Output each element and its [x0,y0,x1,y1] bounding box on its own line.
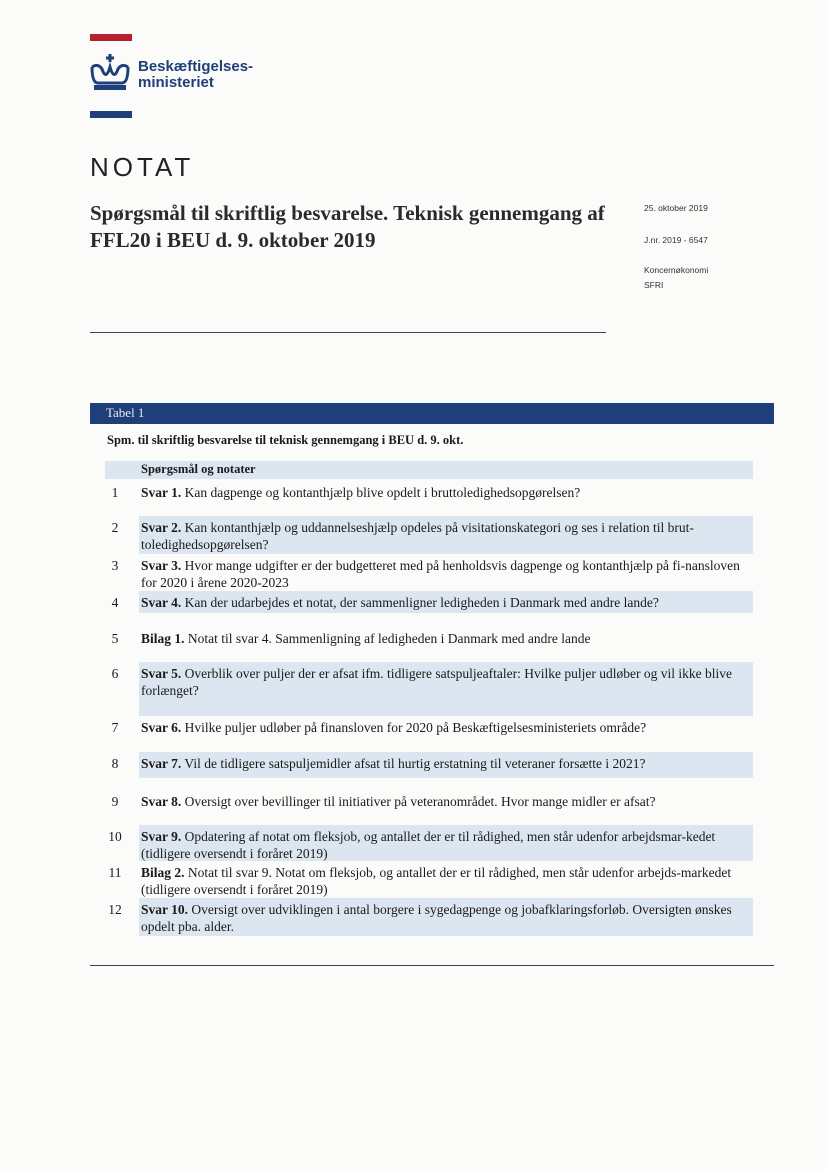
row-key: Svar 2. [141,520,182,535]
row-text [139,481,753,503]
ministry-logo-text [138,59,253,91]
table-row [105,861,753,898]
table-row [105,790,753,812]
row-text [139,752,753,778]
row-description: Oversigt over bevillinger til initiativer på veteranområdet. Hvor mange midler er afsat? [184,794,656,809]
row-key: Svar 5. [141,666,182,681]
table-row [105,898,753,936]
row-number: 8 [111,756,119,771]
row-text [139,716,753,738]
department: Koncernøkonomi [644,265,709,275]
table-row [105,591,753,613]
row-key: Svar 1. [141,485,182,500]
row-key: Bilag 2. [141,865,185,880]
row-description: Kan dagpenge og kontanthjælp blive opdelt i bruttoledighedsopgørelsen? [184,485,581,500]
journal-number: J.nr. 2019 - 6547 [644,235,708,245]
table-row [105,516,753,554]
row-description: Kan kontanthjælp og uddannelseshjælp opdeles på visitationskategori og ses i relation til brut-toledighedsopgørelsen? [141,520,694,552]
row-key: Svar 6. [141,720,182,735]
row-description: Hvilke puljer udløber på finansloven for 2020 på Beskæftigelsesministeriets område? [184,720,647,735]
row-text [139,825,753,861]
table-column-header [105,461,753,479]
table-row [105,716,753,738]
row-description: Vil de tidligere satspuljemidler afsat til hurtig erstatning til veteraner forsætte i 2021? [184,756,646,771]
row-key: Svar 10. [141,902,189,917]
row-text [139,790,753,812]
row-number: 11 [108,865,122,880]
row-text [139,627,753,649]
row-description: Overblik over puljer der er afsat ifm. tidligere satspuljeaftaler: Hvilke puljer udløber og vil ikke blive forlænget? [141,666,732,698]
logo-blue-bar [90,111,132,118]
row-description: Oversigt over udviklingen i antal borgere i sygedagpenge og jobafklaringsforløb. Oversigten ønskes opdelt pba. alder. [141,902,732,934]
row-text [139,861,753,898]
author-initials: SFRI [644,280,664,290]
table-bottom-rule [90,965,774,966]
table-row [105,825,753,861]
row-number: 6 [111,666,119,681]
row-description: Notat til svar 4. Sammenligning af ledigheden i Danmark med andre lande [187,631,591,646]
logo-line-2: ministeriet [138,74,214,91]
title-divider [90,332,606,333]
table-row [105,627,753,649]
logo-line-1: Beskæftigelses- [138,58,254,75]
row-number: 3 [111,558,119,573]
table-subheading: Spm. til skriftlig besvarelse til teknisk gennemgang i BEU d. 9. okt. [107,433,464,447]
row-description: Hvor mange udgifter er der budgetteret med på henholdsvis dagpenge og kontanthjælp på fi-nansloven for 2020 i årene 2020-2023 [141,558,740,590]
row-number: 10 [108,829,122,844]
row-text [139,516,753,554]
row-text [139,591,753,613]
row-text [139,554,753,591]
row-description: Opdatering af notat om fleksjob, og antallet der er til rådighed, men står udenfor arbejdsmar-kedet (tidligere oversendt i foråret 2019) [141,829,716,861]
crown-icon [88,53,132,93]
row-key: Bilag 1. [141,631,185,646]
document-type: NOTAT [90,152,195,182]
table-row [105,554,753,591]
table-row [105,481,753,503]
row-key: Svar 3. [141,558,182,573]
document-date: 25. oktober 2019 [644,203,708,213]
row-description: Kan der udarbejdes et notat, der sammenligner ledigheden i Danmark med andre lande? [184,595,659,610]
row-text [139,662,753,716]
row-key: Svar 8. [141,794,182,809]
row-key: Svar 4. [141,595,182,610]
row-number: 7 [111,720,119,735]
logo-red-bar [90,34,132,41]
table-label-bar [90,403,774,424]
row-number: 5 [111,631,119,646]
row-number: 1 [111,485,119,500]
row-number: 9 [111,794,119,809]
row-number: 2 [111,520,119,535]
row-number: 4 [111,595,119,610]
row-number: 12 [108,902,122,917]
document-title: Spørgsmål til skriftlig besvarelse. Teknisk gennemgang af FFL20 i BEU d. 9. oktober 2019 [90,201,605,252]
row-text [139,898,753,936]
row-key: Svar 7. [141,756,182,771]
table-row [105,662,753,716]
table-label: Tabel 1 [106,405,145,420]
table-row [105,752,753,778]
column-header-label: Spørgsmål og notater [141,462,256,476]
row-key: Svar 9. [141,829,182,844]
row-description: Notat til svar 9. Notat om fleksjob, og antallet der er til rådighed, men står udenfor arbejds-markedet (tidligere oversendt i foråret 2019) [141,865,732,897]
